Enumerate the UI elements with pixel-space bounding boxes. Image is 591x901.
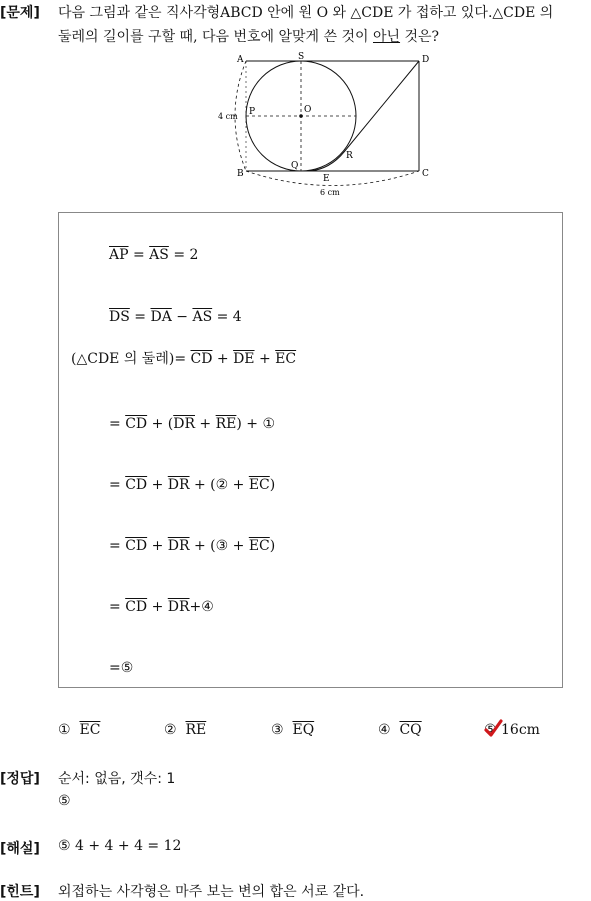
step-6-p2: + (③ + [189,538,249,554]
step-4-p1: + ( [147,416,174,432]
step-4-rest: ) + ① [236,416,276,432]
step-2-rest: = 4 [212,309,242,325]
step-1 [109,247,198,263]
label-Q: Q [291,161,299,171]
choice-2-num: ② [164,722,177,738]
seg-CD-4: $\overline{CD}$ [125,416,148,432]
choice-5-num: ⑤ [484,722,497,738]
label-A: A [237,55,244,65]
step-5-pre: = [109,477,126,493]
seg-CD: $\overline{CD}$ [190,351,213,367]
step-7 [109,599,214,615]
choice-3[interactable] [271,722,314,738]
seg-AS: $\overline{AS}$ [149,247,169,263]
problem-underlined-word: 아닌 [372,29,401,45]
seg-EC-5: $\overline{EC}$ [248,477,270,493]
step-8: =⑤ [109,660,134,676]
label-R: R [346,151,353,161]
label-C: C [422,169,429,179]
explanation-text: ⑤ 4 + 4 + 4 = 12 [58,838,182,854]
label-side-bottom: 6 cm [320,188,340,197]
seg-DR-5: $\overline{DR}$ [167,477,190,493]
label-B: B [237,169,244,179]
step-7-pre: = [109,599,126,615]
choice-1-seg: $\overline{EC}$ [79,722,101,738]
step-6-pre: = [109,538,126,554]
step-5-p1: + [147,477,168,493]
explanation-tag: [해설] [0,841,40,857]
step-3-p2: + [254,351,276,367]
seg-EC-6: $\overline{EC}$ [248,538,270,554]
choice-5-text: 16cm [501,722,540,738]
label-P: P [249,107,256,117]
check-mark-icon [483,719,503,739]
step-7-rest: +④ [189,599,214,615]
choice-4-seg: $\overline{CQ}$ [399,722,422,738]
choice-3-num: ③ [271,722,284,738]
answer-line-1: 순서: 없음, 갯수: 1 [58,771,176,787]
step-5 [109,477,275,493]
seg-EC: $\overline{EC}$ [275,351,297,367]
step-1-rest: = 2 [168,247,199,263]
step-4 [109,416,275,432]
choice-4[interactable] [378,722,422,738]
step-3-pre: (△CDE 의 둘레)= [71,351,191,367]
seg-DR-7: $\overline{DR}$ [167,599,190,615]
choice-1-num: ① [58,722,71,738]
step-3-p1: + [212,351,234,367]
problem-line-1: 다음 그림과 같은 직사각형ABCD 안에 원 O 와 △CDE 가 접하고 있다.△CDE 의 [58,5,554,21]
step-6-p1: + [147,538,168,554]
step-4-pre: = [109,416,126,432]
seg-AP: $\overline{AP}$ [109,247,129,263]
label-O: O [304,105,312,115]
hint-tag: [힌트] [0,884,40,900]
choice-3-seg: $\overline{EQ}$ [292,722,315,738]
label-side-left: 4 cm [218,112,238,121]
problem-line-2a: 둘레의 길이를 구할 때, 다음 번호에 알맞게 쓴 것이 [58,29,373,45]
choice-2[interactable] [164,722,206,738]
step-5-p2: + (② + [189,477,249,493]
choice-5-num-wrap [484,722,497,738]
seg-CD-6: $\overline{CD}$ [125,538,148,554]
answer-tag: [정답] [0,771,40,787]
seg-DR-4: $\overline{DR}$ [173,416,195,432]
choice-5[interactable] [484,722,540,738]
step-3 [71,348,296,368]
seg-DE: $\overline{DE}$ [233,351,255,367]
label-D: D [422,55,430,65]
label-E: E [323,174,330,184]
answer-line-2: ⑤ [58,793,71,809]
choice-2-seg: $\overline{RE}$ [185,722,207,738]
step-2-eq: = [129,309,151,325]
hint-text: 외접하는 사각형은 마주 보는 변의 합은 서로 같다. [58,884,365,900]
problem-line-2b: 것은? [400,29,440,45]
step-2 [109,309,242,325]
step-4-p2: + [194,416,216,432]
problem-line-2 [58,26,439,46]
step-1-eq: = [128,247,150,263]
seg-CD-7: $\overline{CD}$ [125,599,148,615]
label-S: S [298,52,305,62]
step-6 [109,538,275,554]
seg-RE-4: $\overline{RE}$ [215,416,237,432]
seg-DR-6: $\overline{DR}$ [167,538,190,554]
problem-tag: [문제] [0,5,40,21]
step-5-rest: ) [269,477,276,493]
step-7-p1: + [147,599,168,615]
seg-CD-5: $\overline{CD}$ [125,477,148,493]
choice-1[interactable] [58,722,100,738]
geometry-figure [210,48,450,198]
seg-DA: $\overline{DA}$ [150,309,172,325]
solution-box [58,212,563,688]
seg-AS-2: $\overline{AS}$ [192,309,213,325]
step-2-minus: − [171,309,193,325]
step-6-rest: ) [269,538,276,554]
seg-DS: $\overline{DS}$ [109,309,130,325]
choice-4-num: ④ [378,722,391,738]
